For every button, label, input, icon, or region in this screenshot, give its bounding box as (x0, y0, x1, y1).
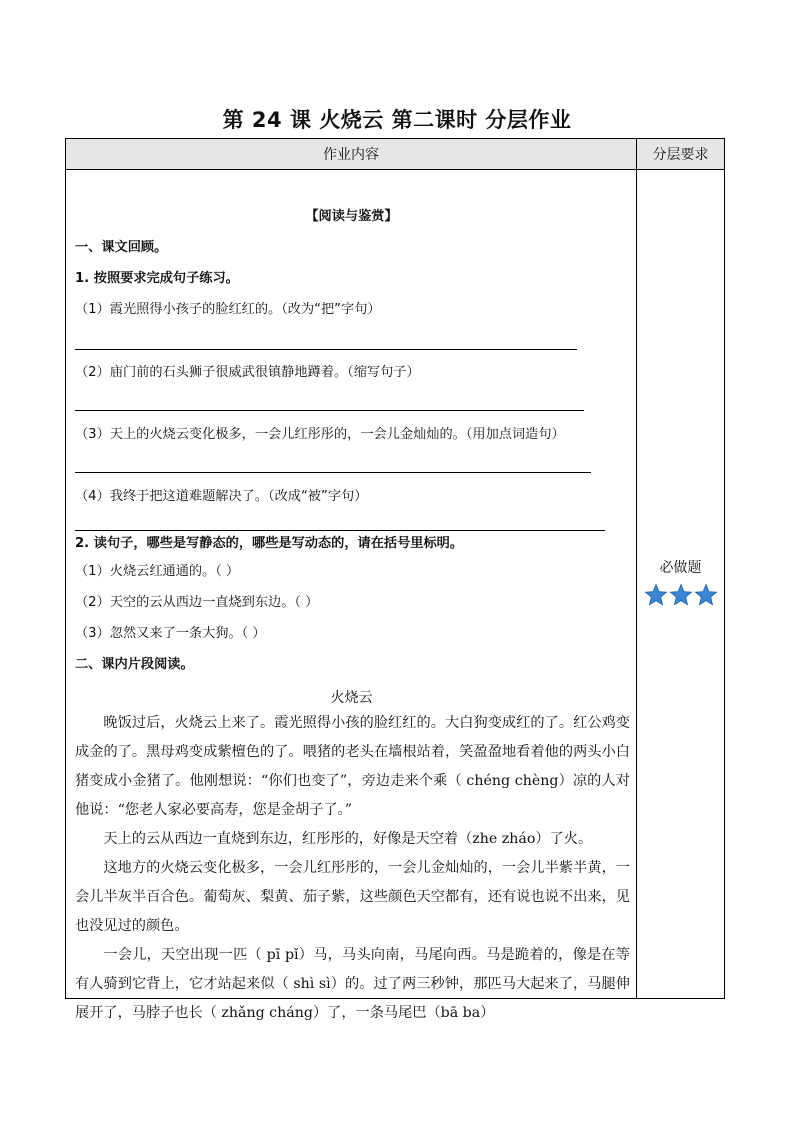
requirement-label: 必做题 (659, 560, 702, 576)
passage (75, 709, 630, 1028)
rating-stars (644, 583, 718, 607)
star-icon (669, 583, 693, 607)
q1-heading: 1. 按照要求完成句子练习。 (75, 271, 239, 286)
table-body-row (66, 170, 725, 999)
part1-heading: 一、课文回顾。 (75, 240, 168, 255)
answer-line-1[interactable] (75, 349, 577, 350)
q1-item-4: （4）我终于把这道难题解决了。（改成“被”字句） (75, 489, 368, 504)
homework-table (65, 138, 725, 1021)
star-icon (694, 583, 718, 607)
table-header-row (66, 139, 725, 170)
q2-heading: 2. 读句子，哪些是写静态的，哪些是写动态的，请在括号里标明。 (75, 536, 464, 551)
answer-line-2[interactable] (75, 410, 584, 411)
passage-paragraph-4: 一会儿，天空出现一匹（ pī pǐ）马，马头向南，马尾向西。马是跪着的，像是在等有人骑到它背上，它才站起来似（ shì sì）的。过了两三秒钟，那匹马大起来了，马腿伸展开了，马脖子也长（ zhǎng cháng）了，一条马尾巴（bā ba） (75, 947, 630, 1021)
section-heading: 【阅读与鉴赏】 (305, 209, 398, 224)
q1-item-3: （3）天上的火烧云变化极多，一会儿红彤彤的，一会儿金灿灿的。（用加点词造句） (75, 427, 565, 442)
requirement-cell (637, 170, 725, 999)
passage-paragraph-2: 天上的云从西边一直烧到东边，红彤彤的，好像是天空着（zhe zháo）了火。 (103, 831, 593, 847)
part2-heading: 二、课内片段阅读。 (75, 657, 194, 672)
passage-paragraph-3: 这地方的火烧云变化极多，一会儿红彤彤的，一会儿金灿灿的，一会儿半紫半黄，一会儿半灰半百合色。葡萄灰、梨黄、茄子紫，这些颜色天空都有，还有说也说不出来，见也没见过的颜色。 (75, 860, 630, 934)
q2-item-3: （3）忽然又来了一条大狗。（ ） (75, 626, 266, 641)
q1-item-1: （1）霞光照得小孩子的脸红红的。（改为“把”字句） (75, 302, 381, 317)
q2-item-2: （2）天空的云从西边一直烧到东边。（ ） (75, 595, 319, 610)
passage-title: 火烧云 (330, 690, 373, 706)
passage-paragraph-1: 晚饭过后，火烧云上来了。霞光照得小孩的脸红红的。大白狗变成红的了。红公鸡变成金的了。黑母鸡变成紫檀色的了。喂猪的老头在墙根站着，笑盈盈地看着他的两头小白猪变成小金猪了。他刚想说：“你们也变了”，旁边走来个乘（ chéng chèng）凉的人对他说：“您老人家必要高寿，您是金胡子了。” (75, 715, 630, 818)
answer-line-4[interactable] (75, 530, 605, 531)
q2-item-1: （1）火烧云红通通的。（ ） (75, 564, 240, 579)
header-content: 作业内容 (66, 139, 637, 170)
content-cell (66, 170, 637, 1021)
star-icon (644, 583, 668, 607)
header-level: 分层要求 (637, 139, 725, 170)
q1-item-2: （2）庙门前的石头狮子很威武很镇静地蹲着。（缩写句子） (75, 365, 420, 380)
answer-line-3[interactable] (75, 472, 591, 473)
content-area (66, 170, 636, 1021)
page-title: 第 24 课 火烧云 第二课时 分层作业 (222, 108, 572, 132)
